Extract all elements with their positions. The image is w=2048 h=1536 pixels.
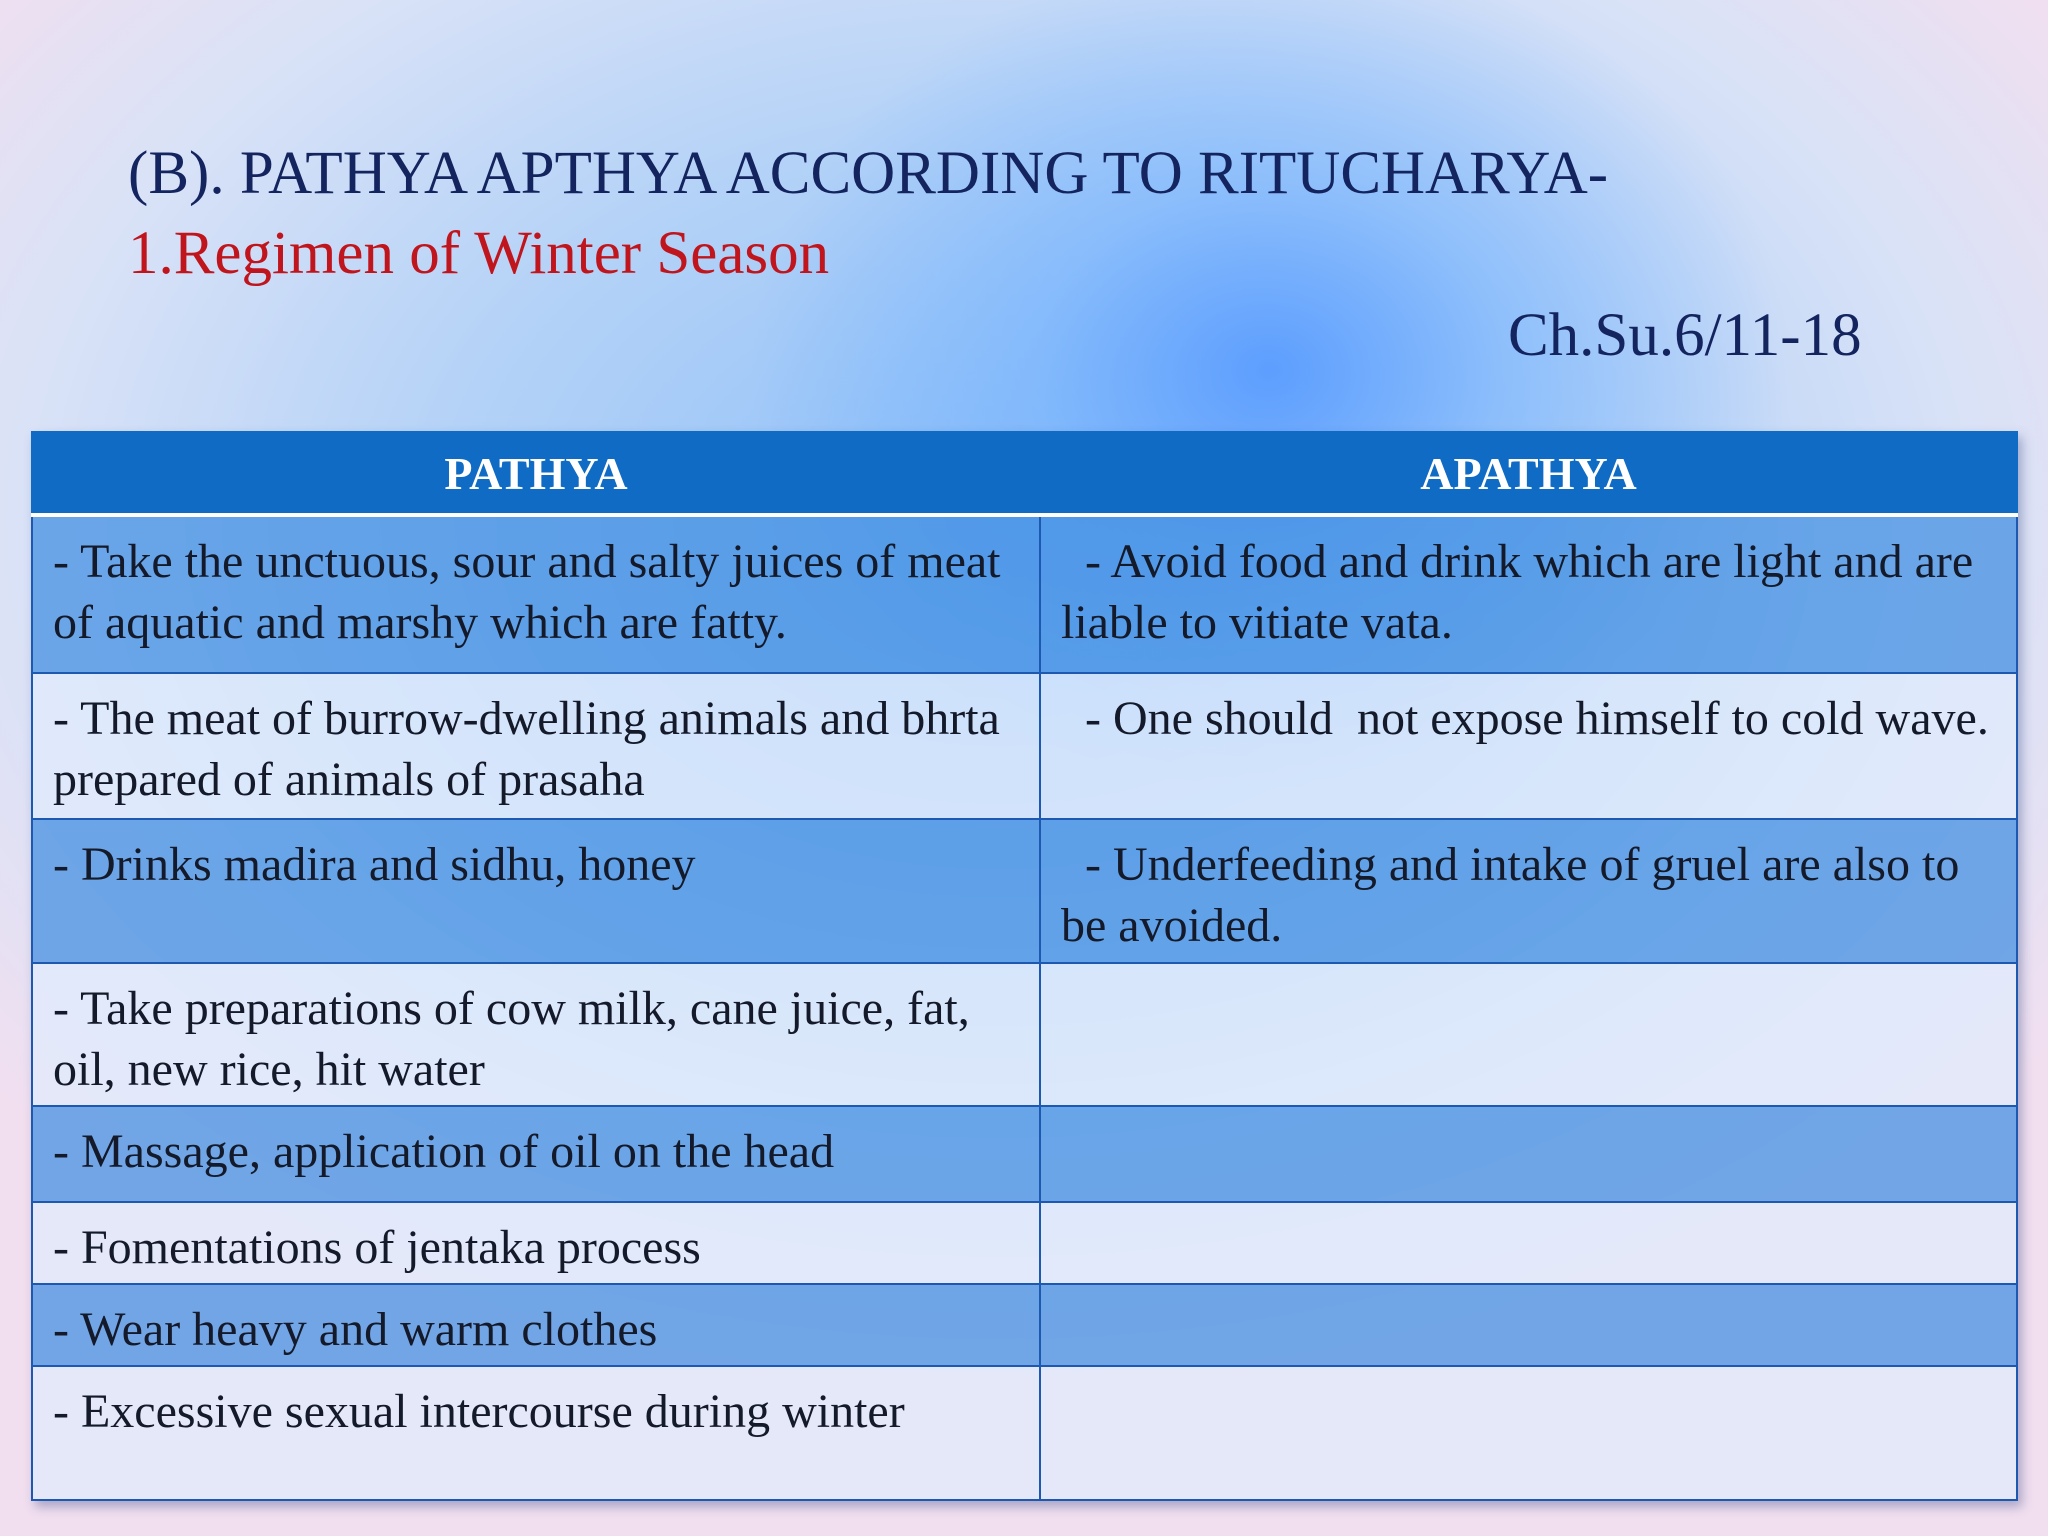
table-header-row: [32, 432, 2017, 515]
pathya-cell: - Fomentations of jentaka process: [32, 1202, 1040, 1284]
reference-citation: Ch.Su.6/11-18: [1508, 302, 1862, 369]
table-row: [32, 515, 2017, 673]
pathya-cell: - Massage, application of oil on the head: [32, 1106, 1040, 1202]
table-row: [32, 1106, 2017, 1202]
table-row: [32, 819, 2017, 963]
apathya-cell: [1040, 1284, 2017, 1366]
apathya-cell: [1040, 1106, 2017, 1202]
header-pathya: PATHYA: [32, 432, 1040, 515]
apathya-cell: [1040, 1202, 2017, 1284]
apathya-cell: [1040, 1366, 2017, 1500]
table-row: [32, 1366, 2017, 1500]
apathya-cell: - One should not expose himself to cold wave.: [1040, 673, 2017, 819]
pathya-cell: - Take the unctuous, sour and salty juices of meat of aquatic and marshy which are fatty.: [32, 515, 1040, 673]
pathya-cell: - Excessive sexual intercourse during winter: [32, 1366, 1040, 1500]
pathya-cell: - The meat of burrow-dwelling animals and bhrta prepared of animals of prasaha: [32, 673, 1040, 819]
table-row: [32, 1202, 2017, 1284]
slide-subheading: 1.Regimen of Winter Season: [128, 220, 830, 287]
pathya-cell: - Drinks madira and sidhu, honey: [32, 819, 1040, 963]
pathya-cell: - Take preparations of cow milk, cane juice, fat, oil, new rice, hit water: [32, 963, 1040, 1106]
pathya-cell: - Wear heavy and warm clothes: [32, 1284, 1040, 1366]
apathya-cell: [1040, 963, 2017, 1106]
table-row: [32, 1284, 2017, 1366]
table-row: [32, 963, 2017, 1106]
table-row: [32, 673, 2017, 819]
apathya-cell: - Underfeeding and intake of gruel are also to be avoided.: [1040, 819, 2017, 963]
slide-heading: (B). PATHYA APTHYA ACCORDING TO RITUCHARYA-: [128, 140, 1609, 207]
pathya-apathya-table: [31, 431, 2018, 1501]
apathya-cell: - Avoid food and drink which are light and are liable to vitiate vata.: [1040, 515, 2017, 673]
header-apathya: APATHYA: [1040, 432, 2017, 515]
